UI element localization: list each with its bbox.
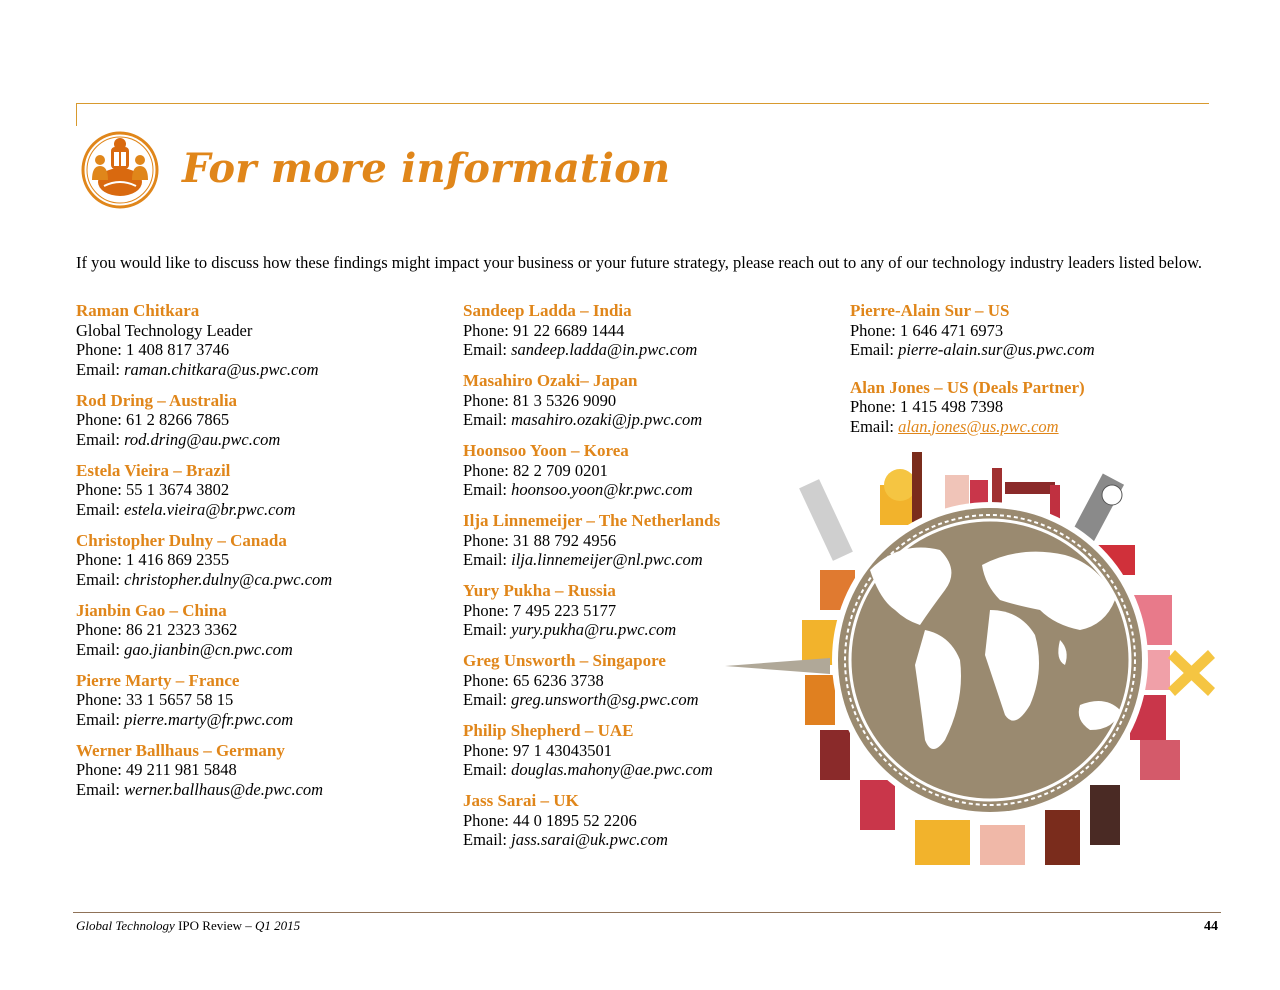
contact-name: Alan Jones – US (Deals Partner) (850, 377, 1085, 397)
page-title: For more information (182, 145, 671, 192)
contact-phone (76, 620, 456, 640)
email-value: hoonsoo.yoon@kr.pwc.com (511, 480, 693, 499)
email-value: raman.chitkara@us.pwc.com (124, 359, 319, 379)
phone-value: 61 2 8266 7865 (125, 410, 230, 429)
contact-name: Pierre Marty – France (76, 670, 240, 690)
contact-card (76, 741, 456, 800)
phone-value: 49 211 981 5848 (125, 760, 237, 779)
phone-value: 1 408 817 3746 (125, 340, 230, 359)
footer-title-plain: IPO Review – (174, 918, 255, 933)
contact-name: Rod Dring – Australia (76, 390, 238, 410)
phone-value: 1 415 498 7398 (899, 397, 1004, 416)
contact-name: Ilja Linnemeijer – The Netherlands (463, 511, 721, 530)
email-label: Email: (76, 709, 125, 729)
top-rule (76, 103, 1209, 104)
contact-email (850, 417, 1230, 437)
people-group-icon (80, 130, 160, 210)
world-landmarks-globe-illustration (720, 440, 1225, 885)
email-label: Email: (463, 830, 512, 849)
phone-label: Phone: (850, 320, 900, 340)
phone-label: Phone: (463, 600, 513, 620)
contact-email (76, 710, 456, 730)
contact-email (76, 500, 456, 520)
footer-period: Q1 2015 (255, 918, 301, 933)
footer-title-italic: Global Technology (76, 918, 175, 933)
contact-name: Yury Pukha – Russia (463, 581, 616, 600)
contact-name: Sandeep Ladda – India (463, 301, 632, 320)
email-label: Email: (463, 340, 512, 359)
contact-name: Raman Chitkara (76, 301, 200, 320)
contact-email (76, 360, 456, 380)
phone-label: Phone: (463, 320, 513, 340)
email-value: werner.ballhaus@de.pwc.com (124, 779, 324, 799)
email-value: douglas.mahony@ae.pwc.com (511, 760, 713, 779)
phone-label: Phone: (463, 390, 513, 410)
contact-email (76, 780, 456, 800)
email-label: Email: (463, 760, 512, 779)
contact-name: Philip Shepherd – UAE (463, 721, 634, 740)
contact-email (76, 430, 456, 450)
email-value: estela.vieira@br.pwc.com (124, 499, 296, 519)
phone-label: Phone: (850, 397, 900, 416)
email-value: yury.pukha@ru.pwc.com (511, 620, 677, 639)
phone-value: 81 3 5326 9090 (512, 390, 617, 410)
phone-value: 91 22 6689 1444 (512, 320, 625, 340)
phone-label: Phone: (463, 740, 513, 760)
email-label: Email: (463, 410, 512, 429)
contact-phone (463, 321, 843, 341)
contact-phone (850, 397, 1230, 417)
contact-name: Christopher Dulny – Canada (76, 530, 287, 550)
phone-label: Phone: (76, 690, 126, 709)
contact-name: Jass Sarai – UK (463, 791, 579, 810)
page-number: 44 (1204, 919, 1218, 934)
contact-phone (76, 760, 456, 780)
contact-phone (76, 550, 456, 570)
email-value: christopher.dulny@ca.pwc.com (124, 569, 333, 589)
contact-card (76, 301, 456, 379)
email-label: Email: (463, 690, 512, 709)
email-link[interactable]: alan.jones@us.pwc.com (898, 416, 1059, 436)
contacts-column-3 (850, 301, 1230, 454)
email-value: jass.sarai@uk.pwc.com (511, 830, 668, 849)
email-value: rod.dring@au.pwc.com (124, 429, 281, 449)
contact-name: Jianbin Gao – China (76, 600, 227, 620)
contact-name: Greg Unsworth – Singapore (463, 651, 666, 670)
intro-paragraph: If you would like to discuss how these findings might impact your business or your future strategy, please reach out to any of our technology industry leaders listed below. (76, 253, 1203, 272)
email-label: Email: (76, 779, 125, 799)
footer-rule (73, 912, 1221, 913)
email-value: sandeep.ladda@in.pwc.com (511, 340, 698, 359)
contact-name: Masahiro Ozaki– Japan (463, 371, 638, 390)
email-label: Email: (76, 639, 125, 659)
contact-phone (850, 321, 1230, 341)
phone-label: Phone: (463, 530, 513, 550)
contact-email (463, 340, 843, 360)
contact-card (76, 671, 456, 730)
phone-label: Phone: (76, 480, 126, 499)
contact-role: Global Technology Leader (76, 320, 253, 340)
phone-value: 1 646 471 6973 (899, 320, 1004, 340)
email-label: Email: (76, 359, 125, 379)
contact-name: Hoonsoo Yoon – Korea (463, 441, 629, 460)
phone-value: 86 21 2323 3362 (125, 620, 238, 639)
contacts-column-1 (76, 301, 456, 811)
phone-label: Phone: (463, 670, 513, 690)
phone-label: Phone: (76, 620, 126, 639)
phone-value: 55 1 3674 3802 (125, 480, 230, 499)
phone-value: 1 416 869 2355 (125, 550, 230, 569)
contact-phone (76, 340, 456, 360)
contact-card (76, 531, 456, 590)
contact-email (76, 570, 456, 590)
email-value: masahiro.ozaki@jp.pwc.com (511, 410, 703, 429)
email-label: Email: (76, 499, 125, 519)
phone-value: 31 88 792 4956 (512, 530, 617, 550)
phone-value: 7 495 223 5177 (512, 600, 617, 620)
phone-value: 33 1 5657 58 15 (125, 690, 234, 709)
email-label: Email: (76, 569, 125, 589)
contact-email (850, 340, 1230, 360)
email-label: Email: (850, 340, 899, 359)
contact-name: Werner Ballhaus – Germany (76, 740, 285, 760)
contact-phone (76, 480, 456, 500)
email-value: pierre.marty@fr.pwc.com (124, 709, 294, 729)
email-value: pierre-alain.sur@us.pwc.com (898, 340, 1095, 359)
phone-label: Phone: (76, 340, 126, 359)
contact-card (76, 391, 456, 450)
contact-card (850, 301, 1230, 360)
phone-label: Phone: (463, 810, 513, 830)
contact-phone (76, 690, 456, 710)
contact-card (850, 378, 1230, 437)
contact-card (76, 601, 456, 660)
phone-label: Phone: (76, 760, 126, 779)
phone-value: 65 6236 3738 (512, 670, 604, 690)
contact-card (76, 461, 456, 520)
email-label: Email: (76, 429, 125, 449)
phone-label: Phone: (76, 410, 126, 429)
contact-email (463, 410, 843, 430)
top-rule-tick (76, 103, 77, 126)
contact-name: Estela Vieira – Brazil (76, 460, 231, 480)
email-label: Email: (463, 620, 512, 639)
phone-label: Phone: (463, 460, 513, 480)
phone-value: 97 1 43043501 (512, 740, 612, 760)
email-label: Email: (463, 480, 512, 499)
email-label: Email: (463, 550, 512, 569)
contact-email (76, 640, 456, 660)
phone-label: Phone: (76, 550, 126, 569)
contact-card (463, 301, 843, 360)
email-value: greg.unsworth@sg.pwc.com (511, 690, 699, 709)
email-value: ilja.linnemeijer@nl.pwc.com (511, 550, 703, 569)
email-label: Email: (850, 416, 899, 436)
contact-card (463, 371, 843, 430)
email-value: gao.jianbin@cn.pwc.com (124, 639, 293, 659)
contact-phone (76, 410, 456, 430)
footer-doc-title (76, 918, 300, 934)
contact-phone (463, 391, 843, 411)
contact-name: Pierre-Alain Sur – US (850, 301, 1010, 320)
phone-value: 82 2 709 0201 (512, 460, 608, 480)
phone-value: 44 0 1895 52 2206 (512, 810, 637, 830)
